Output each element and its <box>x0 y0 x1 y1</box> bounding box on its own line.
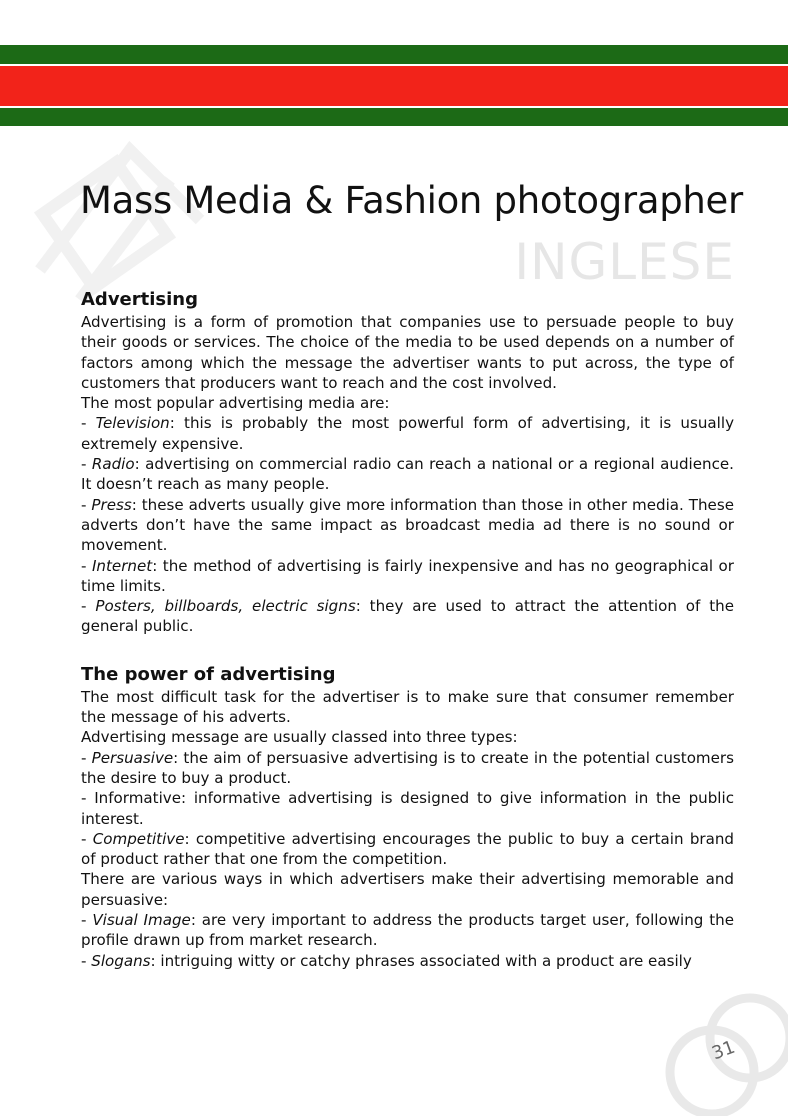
page-number: 31 <box>709 1036 738 1065</box>
list-item-term: Persuasive <box>91 748 174 767</box>
section-heading-power-of-advertising: The power of advertising <box>81 663 336 685</box>
section-heading-advertising: Advertising <box>81 289 198 310</box>
page-content <box>81 288 734 971</box>
list-item-term: Press <box>91 495 132 514</box>
list-item-text: : informative advertising is designed to give information in the public interest. <box>81 789 734 828</box>
list-item: - Press: these adverts usually give more information than those in other media. These adverts don’t have the same impact as broadcast media ad there is no sound or movement. <box>81 495 734 555</box>
list-item-term: Television <box>95 414 170 433</box>
list-item: - Radio: advertising on commercial radio can reach a national or a regional audience. It doesn’t reach as many people. <box>81 455 734 494</box>
list-item: - Competitive: competitive advertising encourages the public to buy a certain brand of product rather that one from the competition. <box>81 829 735 869</box>
list-item-term: Slogans <box>91 951 151 970</box>
subject-label: INGLESE <box>514 233 735 291</box>
list-item: - Persuasive: the aim of persuasive advertising is to create in the potential customers the desire to buy a product. <box>81 748 734 787</box>
page-title: Mass Media & Fashion photographer <box>80 179 743 222</box>
list-item-text: : advertising on commercial radio can reach a national or a regional audience. It doesn’t reach as many people. <box>81 455 734 494</box>
list-item: - Visual Image: are very important to address the products target user, following the profile drawn up from market research. <box>81 911 734 950</box>
list-item-text: : are very important to address the products target user, following the profile drawn up from market research. <box>81 911 734 950</box>
list-item-text: : the method of advertising is fairly inexpensive and has no geographical or time limits. <box>81 556 734 595</box>
paragraph: There are various ways in which advertisers make their advertising memorable and persuasive: <box>81 870 734 909</box>
paragraph: The most difficult task for the advertiser is to make sure that consumer remember the message of his adverts. <box>81 687 734 727</box>
list-item-text: : the aim of persuasive advertising is to create in the potential customers the desire to buy a product. <box>81 748 734 787</box>
paragraph: Advertising message are usually classed into three types: <box>81 728 518 747</box>
list-item: - Internet: the method of advertising is fairly inexpensive and has no geographical or time limits. <box>81 556 734 595</box>
list-item-term: Competitive <box>92 829 185 848</box>
list-item-term: Informative <box>94 789 182 808</box>
paragraph: Advertising is a form of promotion that companies use to persuade people to buy their goods or services. The choice of the media to be used depends on a number of factors among which the message the advertiser wants to put across, the type of customers that producers want to reach and the cost involved. <box>81 313 734 392</box>
list-item-text: : intriguing witty or catchy phrases associated with a product are easily <box>150 951 692 970</box>
list-item-term: Visual Image <box>92 911 191 930</box>
list-item-term: Internet <box>91 556 153 575</box>
list-item-term: Radio <box>91 455 135 474</box>
list-item: - Television: this is probably the most powerful form of advertising, it is usually extremely expensive. <box>81 414 734 453</box>
list-item: - Slogans: intriguing witty or catchy phrases associated with a product are easily <box>81 951 692 970</box>
list-item: - Posters, billboards, electric signs: they are used to attract the attention of the general public. <box>81 597 735 636</box>
list-item-text: : these adverts usually give more information than those in other media. These adverts don’t have the same impact as broadcast media ad there is no sound or movement. <box>81 495 734 555</box>
list-item-text: : this is probably the most powerful form of advertising, it is usually extremely expensive. <box>81 414 734 453</box>
list-item-text: : competitive advertising encourages the public to buy a certain brand of product rather that one from the competition. <box>81 829 735 869</box>
header-band-green-bottom <box>0 108 788 126</box>
header-band-green-top <box>0 45 788 64</box>
list-item: - Informative: informative advertising is designed to give information in the public interest. <box>81 789 734 828</box>
paragraph: The most popular advertising media are: <box>81 394 390 413</box>
list-item-term: Posters, billboards, electric signs <box>95 597 356 616</box>
header-band-red <box>0 66 788 106</box>
list-item-text: : they are used to attract the attention of the general public. <box>81 597 735 636</box>
